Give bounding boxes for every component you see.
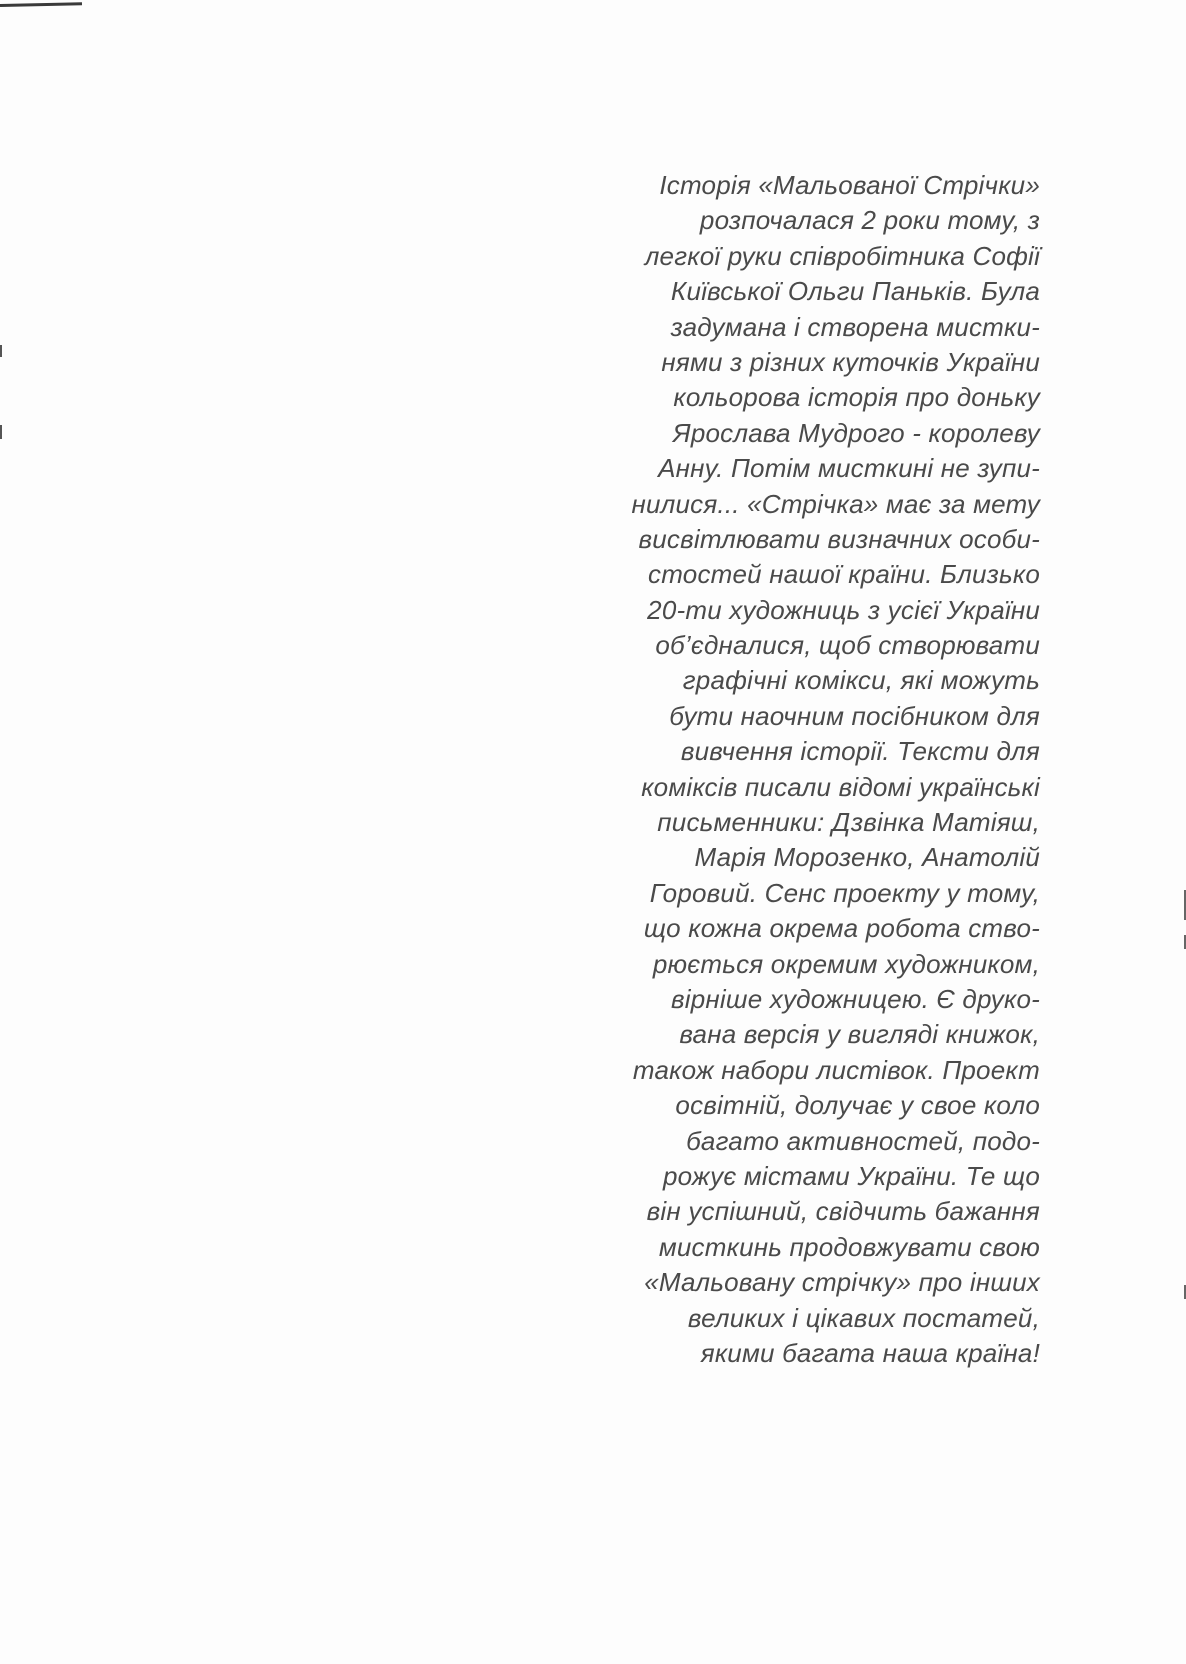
text-line: освітній, долучає у свое коло (675, 1090, 1040, 1121)
article-text (560, 168, 1040, 1371)
text-line: рожує містами України. Те що (663, 1160, 1040, 1191)
text-line: коміксів писали відомі українські (641, 771, 1040, 802)
text-line: кольорова історія про доньку (673, 382, 1040, 413)
text-line: розпочалася 2 роки тому, з (699, 205, 1040, 236)
text-line: Горовий. Сенс проекту у тому, (649, 877, 1040, 908)
text-line: великих і цікавих постатей, (687, 1302, 1040, 1333)
text-line: вивчення історії. Тексти для (680, 736, 1040, 767)
text-line: висвітлювати визначних особи- (638, 523, 1040, 554)
text-line: графічні комікси, які можуть (682, 665, 1040, 696)
text-line: що кожна окрема робота ство- (643, 913, 1040, 944)
text-line: об’єдналися, щоб створювати (655, 630, 1040, 661)
text-line: Ярослава Мудрого - королеву (672, 417, 1040, 448)
text-line: якими багата наша країна! (700, 1337, 1040, 1368)
text-line: мисткинь продовжувати свою (658, 1231, 1040, 1262)
text-line: задумана і створена мистки- (670, 311, 1040, 342)
text-line: Історія «Мальованої Стрічки» (659, 170, 1040, 200)
text-line: Київської Ольги Паньків. Була (670, 276, 1040, 307)
scan-edge-mark (0, 2, 82, 7)
text-line: нями з різних куточків України (661, 346, 1040, 377)
text-line: він успішний, свідчить бажання (646, 1196, 1040, 1227)
text-line: вана версія у вигляді книжок, (679, 1019, 1040, 1050)
text-line: стостей нашої країни. Близько (648, 559, 1040, 590)
scan-edge-mark (0, 345, 2, 357)
text-line: Марія Морозенко, Анатолій (694, 842, 1040, 873)
text-line: легкої руки співробітника Софії (644, 240, 1040, 271)
text-line: також набори листівок. Проект (632, 1054, 1040, 1085)
text-line: «Мальовану стрічку» про інших (644, 1267, 1040, 1298)
text-line: нилися... «Стрічка» має за мету (631, 488, 1040, 519)
text-line: Анну. Потім мисткині не зупи- (658, 453, 1040, 484)
text-line: рюється окремим художником, (652, 948, 1040, 979)
text-line: бути наочним посібником для (669, 700, 1040, 731)
text-line: вірніше художницею. Є друко- (671, 983, 1040, 1014)
text-line: письменники: Дзвінка Матіяш, (657, 807, 1040, 838)
text-line: багато активностей, подо- (686, 1125, 1040, 1156)
scan-edge-mark (0, 425, 2, 439)
text-line: 20-ти художниць з усієї України (647, 594, 1040, 625)
